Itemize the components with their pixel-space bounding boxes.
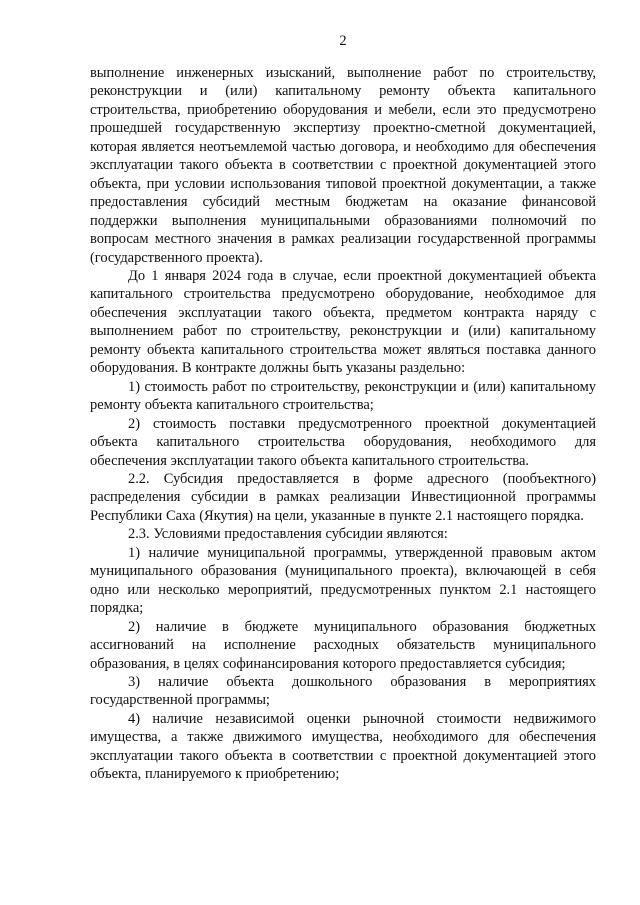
paragraph-6: 2.3. Условиями предоставления субсидии являются: (128, 526, 448, 543)
paragraph-5: 2.2. Субсидия предоставляется в форме адресного (пообъектного) распределения субсидии в рамках реализации Инвестиционной программы Республики Саха (Якутия) на цели, указанные в пункте 2.1 настоящего порядка. (90, 470, 596, 524)
paragraph-2: До 1 января 2024 года в случае, если проектной документацией объекта капитального строительства предусмотрено оборудование, необходимое для обеспечения эксплуатации такого объекта, предметом контракта наряду с выполнением работ по строительству, реконструкции и (или) капитальному ремонту объекта капитального строительства может являться поставка данного оборудования. В контракте должны быть указаны раздельно: (90, 267, 596, 377)
paragraph-7: 1) наличие муниципальной программы, утвержденной правовым актом муниципального образования (муниципального проекта), включающей в себя одно или несколько мероприятий, предусмотренных пунктом 2.1 настоящего порядка; (90, 544, 596, 617)
page-number: 2 (339, 33, 347, 49)
paragraph-9: 3) наличие объекта дошкольного образования в мероприятиях государственной программы; (90, 673, 596, 709)
paragraph-8: 2) наличие в бюджете муниципального образования бюджетных ассигнований на исполнение расходных обязательств муниципального образования, в целях софинансирования которого предоставляется субсидия; (90, 618, 596, 672)
paragraph-10: 4) наличие независимой оценки рыночной стоимости недвижимого имущества, а также движимого имущества, необходимого для обеспечения эксплуатации такого объекта в соответствии с проектной документацией этого объекта, планируемого к приобретению; (90, 710, 596, 783)
document-page (90, 32, 596, 784)
paragraph-1: выполнение инженерных изысканий, выполнение работ по строительству, реконструкции и (или) капитальному ремонту объекта капитального строительства, приобретению оборудования и мебели, если это предусмотрено прошедшей государственную экспертизу проектно-сметной документацией, которая является неотъемлемой частью договора, и необходимо для обеспечения эксплуатации такого объекта в соответствии с проектной документацией этого объекта, при условии использования типовой проектной документации, а также предоставления субсидий местным бюджетам на оказание финансовой поддержки выполнения муниципальными образованиями полномочий по вопросам местного значения в рамках реализации государственной программы (государственного проекта). (90, 65, 596, 266)
paragraph-4: 2) стоимость поставки предусмотренного проектной документацией объекта капитального строительства оборудования, необходимого для обеспечения эксплуатации такого объекта капитального строительства. (90, 415, 596, 469)
paragraph-3: 1) стоимость работ по строительству, реконструкции и (или) капитальному ремонту объекта капитального строительства; (90, 378, 596, 414)
